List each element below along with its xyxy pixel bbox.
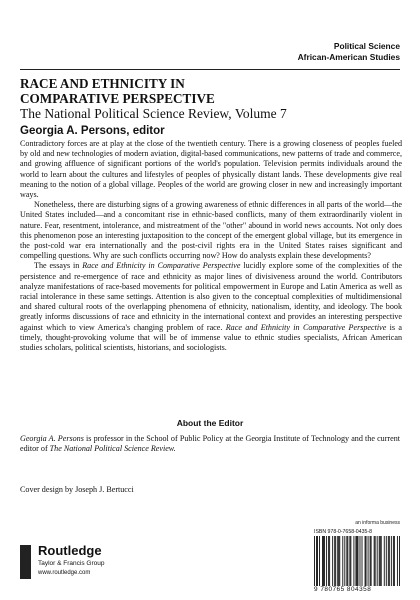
publisher-group: Taylor & Francis Group: [38, 560, 105, 567]
subject-line-2: African-American Studies: [297, 52, 400, 62]
header-divider: [20, 69, 400, 70]
p3-book-title-2: Race and Ethnicity in Comparative Perspective: [225, 322, 387, 332]
paragraph-2: Nonetheless, there are disturbing signs of a growing awareness of ethnic differences in all parts of the world—the United States included—and a concomitant rise in ethnic-based conflicts, many of them extraordinarily violent in nature. Fear, resentment, intolerance, and mistreatment of the "other" abound in world news accounts. Not only does this phenomenon pose an interesting juxtaposition to the concept of the emergent global village, but its emergence in the post-cold war era internationally and the post-civil rights era in the United States raises significant and compelling questions. Why are such conflicts occurring now? How do analysts explain these developments?: [20, 200, 403, 261]
about-editor-text: [20, 434, 400, 455]
cover-design-credit: Cover design by Joseph J. Bertucci: [20, 485, 134, 494]
publisher-logo: [20, 543, 180, 583]
isbn-label: ISBN 978-0-7658-0435-8: [314, 529, 372, 535]
editor-name: Georgia A. Persons, editor: [20, 125, 165, 137]
informa-tagline: an informa business: [355, 520, 400, 526]
barcode-icon: [314, 536, 400, 586]
subject-line-1: Political Science: [333, 41, 400, 51]
journal-name: The National Political Science Review.: [49, 444, 176, 454]
paragraph-1: Contradictory forces are at play at the close of the twentieth century. There is a growing closeness of peoples fueled by old and new technologies of modern aviation, digital-based communications, new patterns of trade and commerce, and growing affluence of significant portions of the world's population. Television permits individuals around the world to learn about the cultures and lifestyles of peoples of physically distant lands. These developments give real meaning to the notion of a global village. Peoples of the world are growing closer in new and increasingly important ways.: [20, 139, 402, 200]
editor-name-italic: Georgia A. Persons: [20, 434, 84, 443]
description: [20, 139, 402, 353]
paragraph-3: [20, 261, 402, 353]
book-title: [20, 76, 400, 106]
p3-middle: lucidly explore some of the complexities of the persistence and re-emergence of race and ethnicity as major lines of divisiveness around the world. Contributors analyze manifestations of race-based movements for political empowerment in Europe and Latin America as well as racial intolerance in these same settings. Attention is also given to the conceptual complexities of multidimensional and shared cultural roots of the overlapping phenomena of ethnicity, nationalism, identity, and ideology. The book greatly informs discussions of race and ethnicity in the international context and provides an interesting perspective against which to view America's changing problem of race.: [20, 261, 402, 332]
subject-categories: [298, 41, 400, 63]
publisher-name: Routledge: [38, 543, 102, 558]
series-title: The National Political Science Review, Volume 7: [20, 106, 287, 121]
about-body: is professor in the School of Public Policy at the Georgia Institute of Technology and the current editor of: [20, 434, 400, 454]
publisher-website: www.routledge.com: [38, 570, 91, 576]
p3-book-title-1: Race and Ethnicity in Comparative Perspective: [82, 261, 241, 271]
barcode-digits: 9 780765 804358: [314, 586, 372, 593]
routledge-mark-icon: [20, 545, 31, 579]
about-editor-heading: About the Editor: [176, 418, 244, 428]
p3-lead: The essays in: [34, 261, 83, 271]
title-line-1: RACE AND ETHNICITY IN: [20, 76, 185, 91]
p3-end: is a timely, thought-provoking volume that will be of immense value to ethnic studies specialists, African American studies scholars, political scientists, historians, and sociologists.: [20, 322, 402, 353]
title-line-2: COMPARATIVE PERSPECTIVE: [20, 91, 215, 106]
